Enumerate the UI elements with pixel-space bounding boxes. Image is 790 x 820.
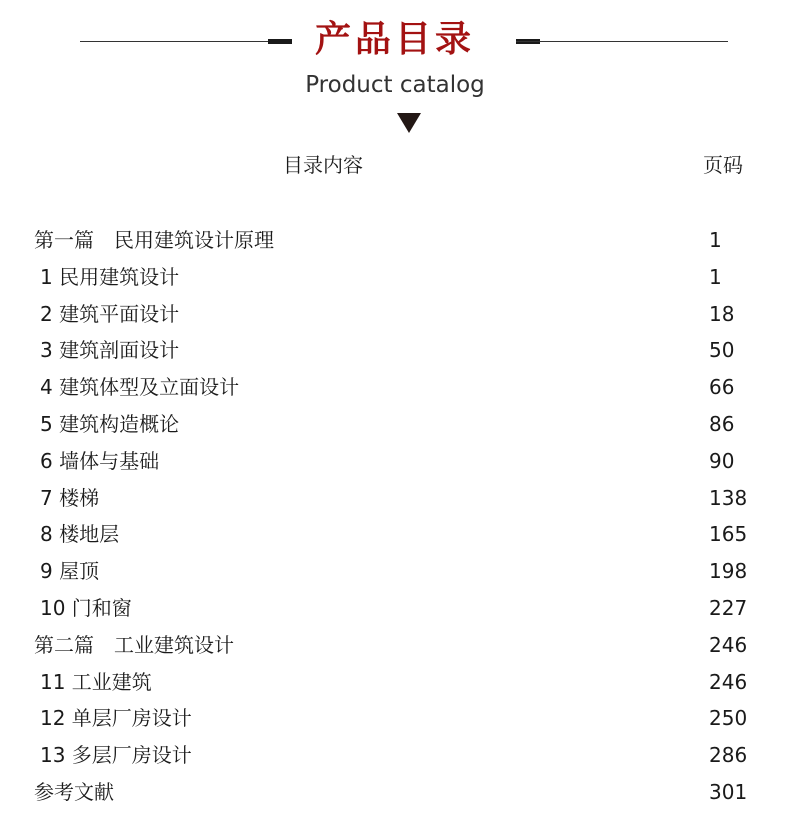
toc-entry — [0, 259, 790, 296]
toc-entry-page: 165 — [709, 522, 748, 547]
toc-entry-page: 198 — [709, 559, 748, 584]
toc-entry-title: 12 单层厂房设计 — [40, 706, 192, 731]
toc-entry-title: 5 建筑构造概论 — [40, 411, 180, 436]
toc-entry — [0, 443, 790, 480]
toc-entry — [0, 774, 790, 811]
toc-entry-title: 第一篇 民用建筑设计原理 — [34, 228, 274, 252]
toc-list — [0, 222, 790, 811]
toc-entry-title: 3 建筑剖面设计 — [40, 338, 180, 363]
toc-entry — [0, 627, 790, 664]
toc-entry-page: 246 — [709, 632, 748, 657]
toc-entry-title: 9 屋顶 — [40, 559, 100, 584]
toc-entry-title: 第二篇 工业建筑设计 — [34, 632, 234, 657]
down-triangle-icon — [397, 113, 421, 133]
toc-entry-title: 6 墙体与基础 — [40, 448, 160, 473]
toc-entry-page: 227 — [709, 595, 748, 620]
toc-entry-page: 86 — [709, 411, 735, 436]
toc-entry-page: 50 — [709, 338, 735, 363]
toc-entry-page: 18 — [709, 301, 735, 326]
toc-entry — [0, 737, 790, 774]
toc-entry-title: 10 门和窗 — [40, 595, 132, 620]
contents-column-header: 目录内容 — [283, 153, 363, 177]
toc-entry-page: 66 — [709, 375, 735, 400]
toc-entry — [0, 369, 790, 406]
page-title: 产品目录 — [314, 19, 475, 60]
toc-entry — [0, 406, 790, 443]
toc-entry-page: 301 — [709, 779, 748, 804]
toc-entry-title: 8 楼地层 — [40, 522, 120, 547]
toc-entry — [0, 296, 790, 333]
toc-entry-title: 2 建筑平面设计 — [40, 301, 180, 326]
toc-entry-page: 90 — [709, 448, 735, 473]
page-subtitle: Product catalog — [305, 72, 485, 98]
toc-entry-title: 参考文献 — [34, 779, 114, 804]
toc-entry-page: 1 — [709, 264, 722, 289]
toc-entry — [0, 222, 790, 259]
toc-entry-page: 246 — [709, 669, 748, 694]
toc-entry — [0, 516, 790, 553]
toc-entry — [0, 590, 790, 627]
toc-entry — [0, 332, 790, 369]
toc-entry-page: 286 — [709, 743, 748, 768]
toc-entry — [0, 700, 790, 737]
toc-entry — [0, 480, 790, 517]
page-column-header: 页码 — [703, 153, 743, 177]
toc-entry — [0, 553, 790, 590]
header-right-rule — [516, 41, 728, 42]
toc-entry-title: 13 多层厂房设计 — [40, 743, 192, 768]
toc-entry-title: 11 工业建筑 — [40, 669, 152, 694]
toc-entry-title: 7 楼梯 — [40, 485, 100, 510]
toc-entry-page: 1 — [709, 228, 722, 252]
toc-entry — [0, 664, 790, 701]
toc-entry-page: 250 — [709, 706, 748, 731]
toc-entry-page: 138 — [709, 485, 748, 510]
toc-entry-title: 4 建筑体型及立面设计 — [40, 375, 240, 400]
toc-entry-title: 1 民用建筑设计 — [40, 264, 180, 289]
